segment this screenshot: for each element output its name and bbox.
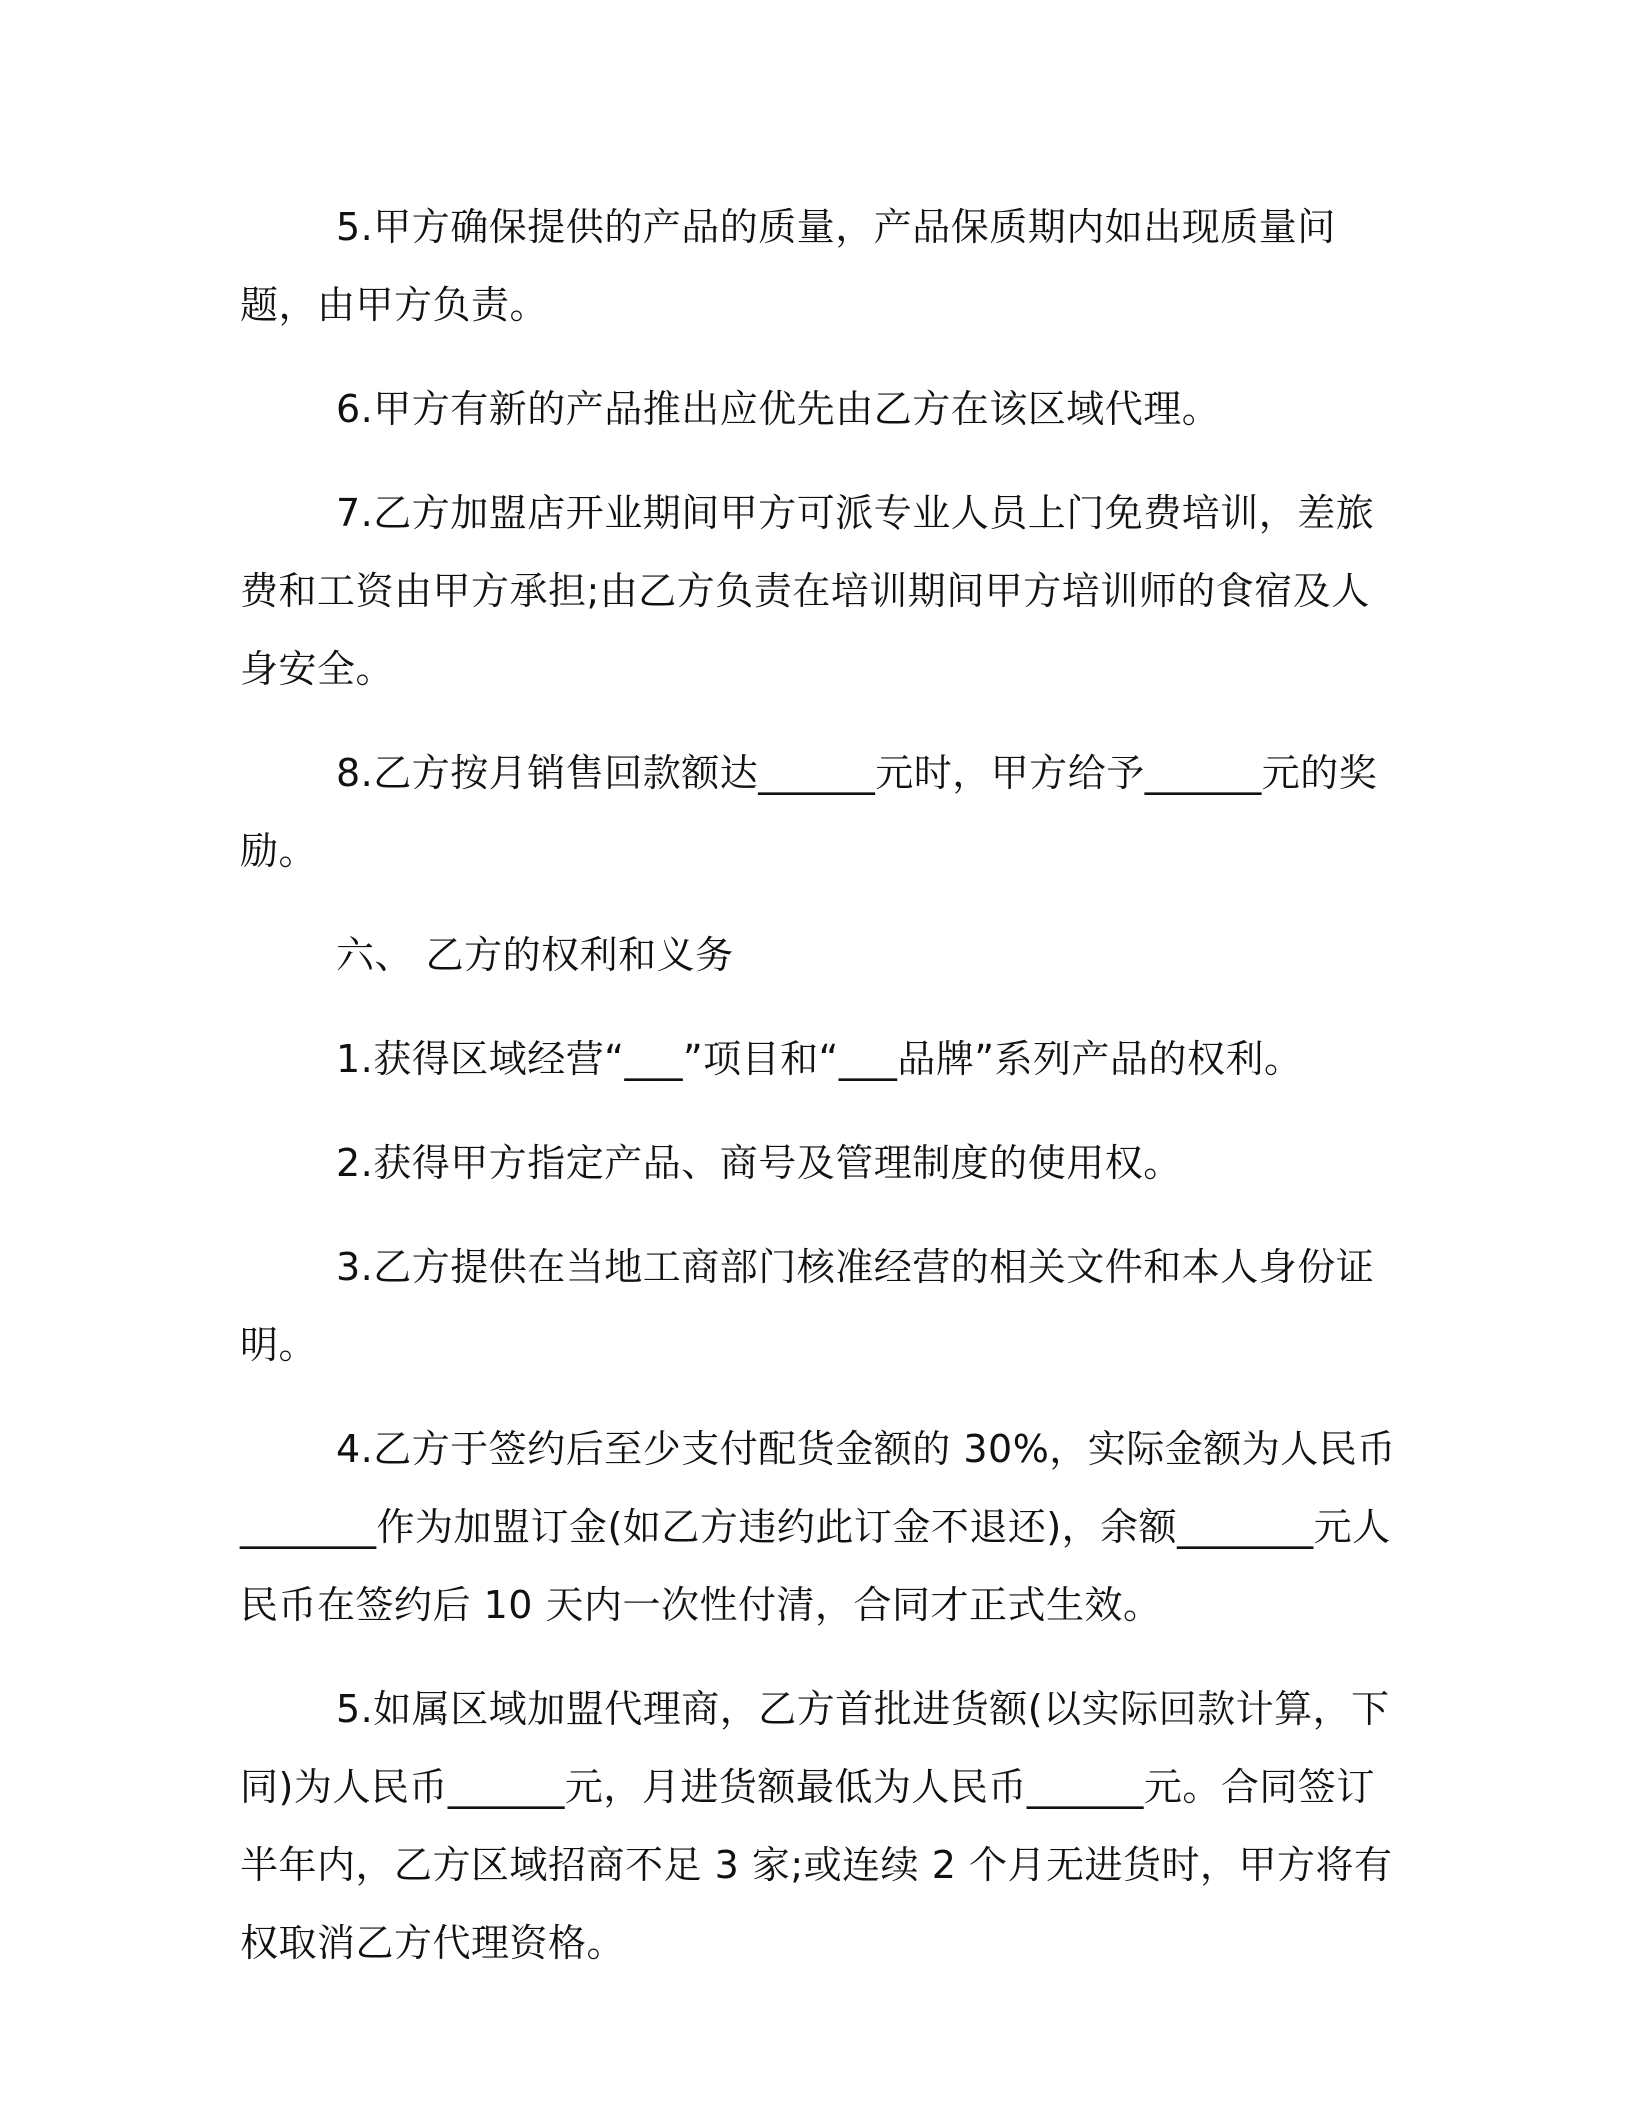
clause-6-new-products: 6.甲方有新的产品推出应优先由乙方在该区域代理。 [336,387,1221,431]
clause-3-documents: 3.乙方提供在当地工商部门核准经营的相关文件和本人身份证明。 [240,1245,1375,1367]
clause-5-purchase-volume: 5.如属区域加盟代理商，乙方首批进货额(以实际回款计算，下同)为人民币______元，月进货额最低为人民币______元。合同签订半年内，乙方区域招商不足 3 家;或连续 2 个月无进货时，甲方将有权取消乙方代理资格。 [240,1687,1393,1965]
document-body [240,188,1400,2008]
clause-2-usage-rights: 2.获得甲方指定产品、商号及管理制度的使用权。 [336,1141,1182,1185]
section-heading-party-b-rights: 六、 乙方的权利和义务 [336,933,734,977]
clause-8-reward: 8.乙方按月销售回款额达______元时，甲方给予______元的奖励。 [240,751,1378,873]
clause-5-quality: 5.甲方确保提供的产品的质量，产品保质期内如出现质量问题，由甲方负责。 [240,205,1336,327]
clause-7-training: 7.乙方加盟店开业期间甲方可派专业人员上门免费培训，差旅费和工资由甲方承担;由乙方负责在培训期间甲方培训师的食宿及人身安全。 [240,491,1375,691]
clause-4-deposit: 4.乙方于签约后至少支付配货金额的 30%，实际金额为人民币_______作为加盟订金(如乙方违约此订金不退还)，余额_______元人民币在签约后 10 天内一次性付清，合同才正式生效。 [240,1427,1396,1627]
clause-1-regional-rights: 1.获得区域经营“___”项目和“___品牌”系列产品的权利。 [336,1037,1303,1081]
